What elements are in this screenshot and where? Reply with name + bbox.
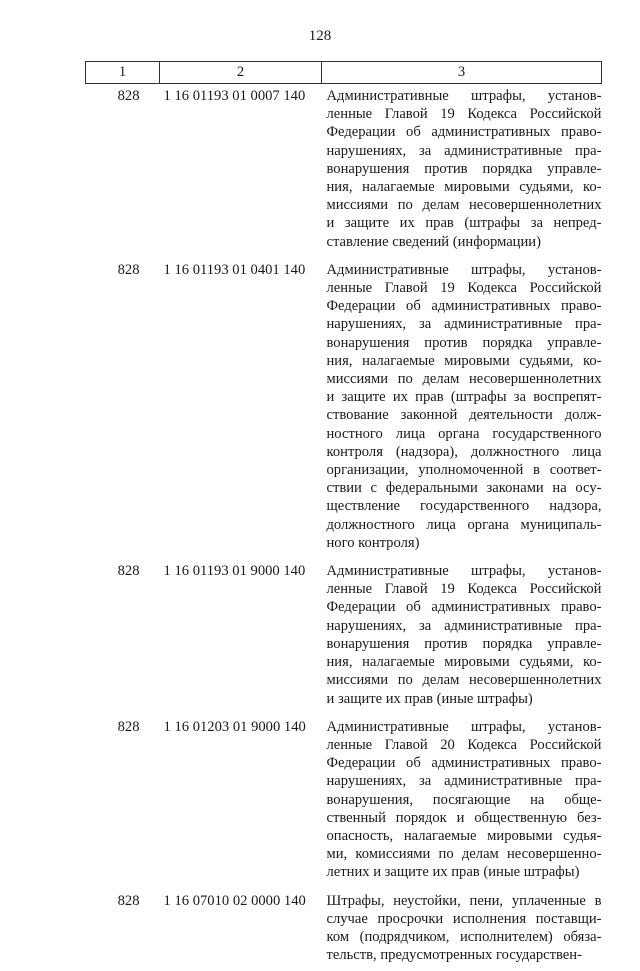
description-line: ния, налагаемые мировыми судьями, ко- bbox=[327, 653, 602, 671]
description-cell bbox=[322, 889, 602, 971]
description-line: ственный порядок и общественную без- bbox=[327, 809, 602, 827]
description-line: Штрафы, неустойки, пени, уплаченные в bbox=[327, 892, 602, 910]
description-line: ния, налагаемые мировыми судьями, ко- bbox=[327, 178, 602, 196]
table-row bbox=[86, 258, 602, 559]
description-line: Административные штрафы, установ- bbox=[327, 261, 602, 279]
description-line: Федерации об административных право- bbox=[327, 754, 602, 772]
admin-code-cell: 828 bbox=[86, 715, 160, 889]
table-row bbox=[86, 559, 602, 715]
description-line: вонарушения против порядка управле- bbox=[327, 635, 602, 653]
kbk-code-cell: 1 16 01193 01 0401 140 bbox=[160, 258, 322, 559]
admin-code-cell: 828 bbox=[86, 84, 160, 258]
description-line: ствии с федеральными законами на осу- bbox=[327, 479, 602, 497]
description-line: контроля (надзора), должностного лица bbox=[327, 443, 602, 461]
description-line: вонарушения, посягающие на обще- bbox=[327, 791, 602, 809]
table-row bbox=[86, 715, 602, 889]
description-line: Административные штрафы, установ- bbox=[327, 562, 602, 580]
description-cell bbox=[322, 715, 602, 889]
table-row bbox=[86, 84, 602, 258]
description-line: нарушениях, за административные пра- bbox=[327, 772, 602, 790]
description-line: Федерации об административных право- bbox=[327, 598, 602, 616]
budget-codes-table bbox=[85, 61, 602, 971]
admin-code-cell: 828 bbox=[86, 559, 160, 715]
description-line: Федерации об административных право- bbox=[327, 123, 602, 141]
column-header-1: 1 bbox=[86, 62, 160, 84]
admin-code-cell: 828 bbox=[86, 258, 160, 559]
description-cell bbox=[322, 258, 602, 559]
description-line: ния, налагаемые мировыми судьями, ко- bbox=[327, 352, 602, 370]
kbk-code-cell: 1 16 01193 01 9000 140 bbox=[160, 559, 322, 715]
description-line: Административные штрафы, установ- bbox=[327, 87, 602, 105]
description-line: и защите их прав (иные штрафы) bbox=[327, 690, 602, 708]
description-cell bbox=[322, 559, 602, 715]
description-line: Административные штрафы, установ- bbox=[327, 718, 602, 736]
description-line: должностного лица органа муниципаль- bbox=[327, 516, 602, 534]
description-line: нарушениях, за административные пра- bbox=[327, 617, 602, 635]
description-line: организации, уполномоченной в соответ- bbox=[327, 461, 602, 479]
kbk-code-cell: 1 16 01203 01 9000 140 bbox=[160, 715, 322, 889]
description-line: вонарушения против порядка управле- bbox=[327, 160, 602, 178]
description-cell bbox=[322, 84, 602, 258]
table-header bbox=[86, 62, 602, 84]
description-line: ленные Главой 19 Кодекса Российской bbox=[327, 580, 602, 598]
table-row bbox=[86, 889, 602, 971]
admin-code-cell: 828 bbox=[86, 889, 160, 971]
column-header-2: 2 bbox=[160, 62, 322, 84]
description-line: ставление сведений (информации) bbox=[327, 233, 602, 251]
description-line: и защите их прав (штрафы за непред- bbox=[327, 214, 602, 232]
description-line: ленные Главой 20 Кодекса Российской bbox=[327, 736, 602, 754]
description-line: Федерации об административных право- bbox=[327, 297, 602, 315]
description-line: вонарушения против порядка управле- bbox=[327, 334, 602, 352]
header-row bbox=[86, 62, 602, 84]
description-line: миссиями по делам несовершеннолетних bbox=[327, 671, 602, 689]
kbk-code-cell: 1 16 07010 02 0000 140 bbox=[160, 889, 322, 971]
description-line: тельств, предусмотренных государствен- bbox=[327, 946, 602, 964]
description-line: случае просрочки исполнения поставщи- bbox=[327, 910, 602, 928]
kbk-code-cell: 1 16 01193 01 0007 140 bbox=[160, 84, 322, 258]
description-line: нарушениях, за административные пра- bbox=[327, 315, 602, 333]
description-line: ком (подрядчиком, исполнителем) обяза- bbox=[327, 928, 602, 946]
description-line: ми, комиссиями по делам несовершенно- bbox=[327, 845, 602, 863]
description-line: ствование законной деятельности долж- bbox=[327, 406, 602, 424]
description-line: летних и защите их прав (иные штрафы) bbox=[327, 863, 602, 881]
description-line: нарушениях, за административные пра- bbox=[327, 142, 602, 160]
description-line: ществление государственного надзора, bbox=[327, 497, 602, 515]
table-body bbox=[86, 84, 602, 971]
description-line: миссиями по делам несовершеннолетних bbox=[327, 196, 602, 214]
description-line: и защите их прав (штрафы за воспрепят- bbox=[327, 388, 602, 406]
description-line: опасность, налагаемые мировыми судья- bbox=[327, 827, 602, 845]
description-line: миссиями по делам несовершеннолетних bbox=[327, 370, 602, 388]
description-line: ленные Главой 19 Кодекса Российской bbox=[327, 279, 602, 297]
description-line: ленные Главой 19 Кодекса Российской bbox=[327, 105, 602, 123]
description-line: ностного лица органа государственного bbox=[327, 425, 602, 443]
column-header-3: 3 bbox=[322, 62, 602, 84]
page-number: 128 bbox=[0, 28, 640, 45]
description-line: ного контроля) bbox=[327, 534, 602, 552]
